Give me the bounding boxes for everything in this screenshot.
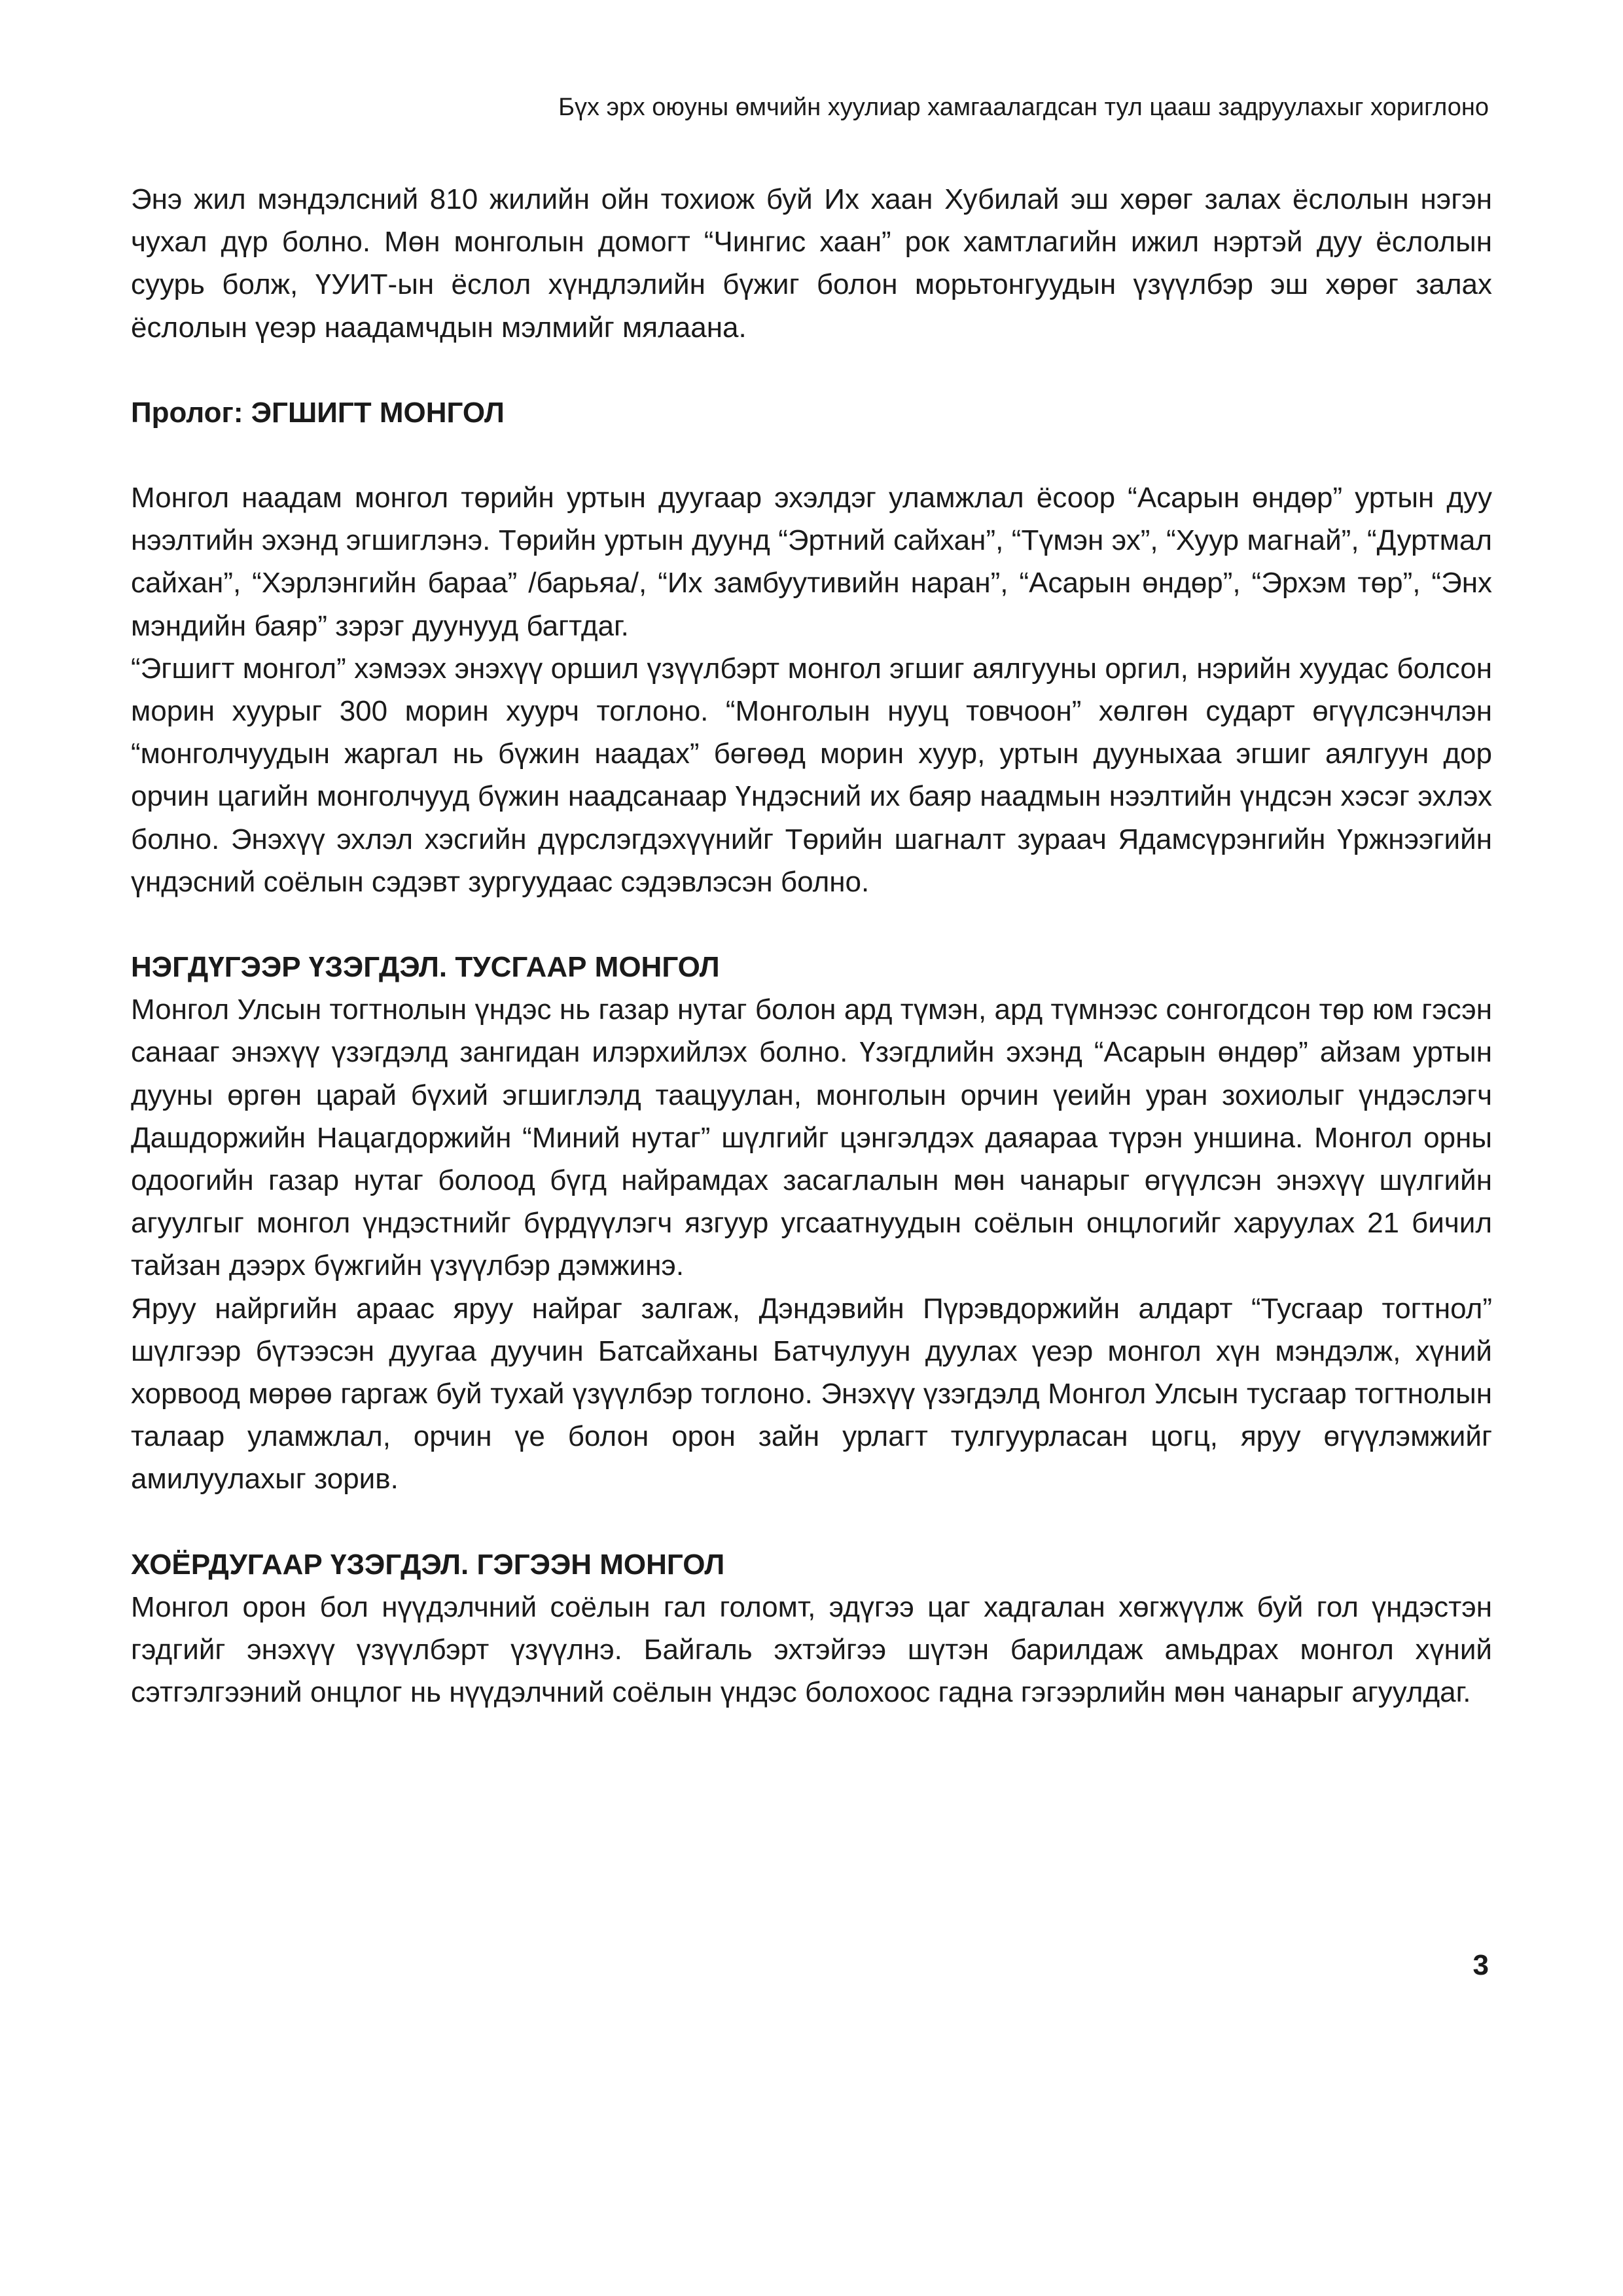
prologue-heading: Пролог: ЭГШИГТ МОНГОЛ [131, 396, 505, 429]
prologue-paragraph-1: Монгол наадам монгол төрийн уртын дуугаар эхэлдэг уламжлал ёсоор “Асарын өндөр” уртын дуу нээлтийн эхэнд эгшиглэнэ. Төрийн уртын дуунд “Эртний сайхан”, “Түмэн эх”, “Хуур магнай”, “Дуртмал сайхан”, “Хэрлэнгийн бараа” /барьяа/, “Их замбуутивийн наран”, “Асарын өндөр”, “Эрхэм төр”, “Энх мэндийн баяр” зэрэг дуунууд багтдаг. [131, 482, 1492, 642]
intro-paragraph: Энэ жил мэндэлсний 810 жилийн ойн тохиож буй Их хаан Хубилай эш хөрөг залах ёслолын нэгэн чухал дүр болно. Мөн монголын домогт “Чингис хаан” рок хамтлагийн ижил нэртэй дуу ёслолын суурь болж, ҮУИТ-ын ёслол хүндлэлийн бүжиг болон морьтонгуудын үзүүлбэр эш хөрөг залах ёслолын үеэр наадамчдын мэлмийг мялаана. [131, 183, 1492, 344]
spacer [131, 903, 1492, 946]
scene1-heading: НЭГДҮГЭЭР ҮЗЭГДЭЛ. ТУСГААР МОНГОЛ [131, 951, 720, 984]
scene2-heading: ХОЁРДУГААР ҮЗЭГДЭЛ. ГЭГЭЭН МОНГОЛ [131, 1548, 725, 1581]
spacer [131, 1501, 1492, 1543]
page-number: 3 [1472, 1949, 1489, 1981]
scene1-paragraph-1: Монгол Улсын тогтнолын үндэс нь газар нутаг болон ард түмэн, ард түмнээс сонгогдсон төр юм гэсэн санааг энэхүү үзэгдэлд зангидан илэрхийлэх болно. Үзэгдлийн эхэнд “Асарын өндөр” айзам уртын дууны өргөн царай бүхий эгшиглэлд таацуулан, монголын орчин үеийн уран зохиолыг үндэслэгч Дашдоржийн Нацагдоржийн “Миний нутаг” шүлгийг цэнгэлдэх даяараа түрэн уншина. Монгол орны одоогийн газар нутаг болоод бүгд найрамдах засаглалын мөн чанарыг өгүүлсэн энэхүү шүлгийн агуулгыг монгол үндэстнийг бүрдүүлэгч язгуур угсаатнуудын соёлын онцлогийг харуулах 21 бичил тайзан дээрх бүжгийн үзүүлбэр дэмжинэ. [131, 994, 1492, 1282]
scene2-paragraph-1: Монгол орон бол нүүдэлчний соёлын гал голомт, эдүгээ цаг хадгалан хөгжүүлж буй гол үндэстэн гэдгийг энэхүү үзүүлбэрт үзүүлнэ. Байгаль эхтэйгээ шүтэн барилдаж амьдрах монгол хүний сэтгэлгээний онцлог нь нүүдэлчний соёлын үндэс болохоос гадна гэгээрлийн мөн чанарыг агуулдаг. [131, 1590, 1492, 1709]
prologue-paragraph-2: “Эгшигт монгол” хэмээх энэхүү оршил үзүүлбэрт монгол эгшиг аялгууны оргил, нэрийн хуудас болсон морин хуурыг 300 морин хуурч тоглоно. “Монголын нууц товчоон” хөлгөн сударт өгүүлсэнчлэн “монголчуудын жаргал нь бүжин наадах” бөгөөд морин хуур, уртын дууныхаа эгшиг аялгуун дор орчин цагийн монголчууд бүжин наадсанаар Үндэсний их баяр наадмын нээлтийн үндсэн хэсэг эхлэх болно. Энэхүү эхлэл хэсгийн дүрслэгдэхүүнийг Төрийн шагналт зураач Ядамсүрэнгийн Үржнээгийн үндэсний соёлын сэдэвт зургуудаас сэдэвлэсэн болно. [131, 652, 1492, 898]
running-header: Бүх эрх оюуны өмчийн хуулиар хамгаалагдсан тул цааш задруулахыг хориглоно [558, 94, 1489, 121]
spacer [131, 349, 1492, 391]
spacer [131, 434, 1492, 476]
page-body [131, 178, 1492, 1714]
scene1-paragraph-2: Яруу найргийн араас яруу найраг залгаж, Дэндэвийн Пүрэвдоржийн алдарт “Тусгаар тогтнол” шүлгээр бүтээсэн дуугаа дуучин Батсайханы Батчулуун дуулах үеэр монгол хүн мэндэлж, хүний хорвоод мөрөө гаргаж буй тухай үзүүлбэр тоглоно. Энэхүү үзэгдэлд Монгол Улсын тусгаар тогтнолын талаар уламжлал, орчин үе болон орон зайн урлагт тулгуурласан цогц, яруу өгүүлэмжийг амилуулахыг зорив. [131, 1292, 1492, 1496]
